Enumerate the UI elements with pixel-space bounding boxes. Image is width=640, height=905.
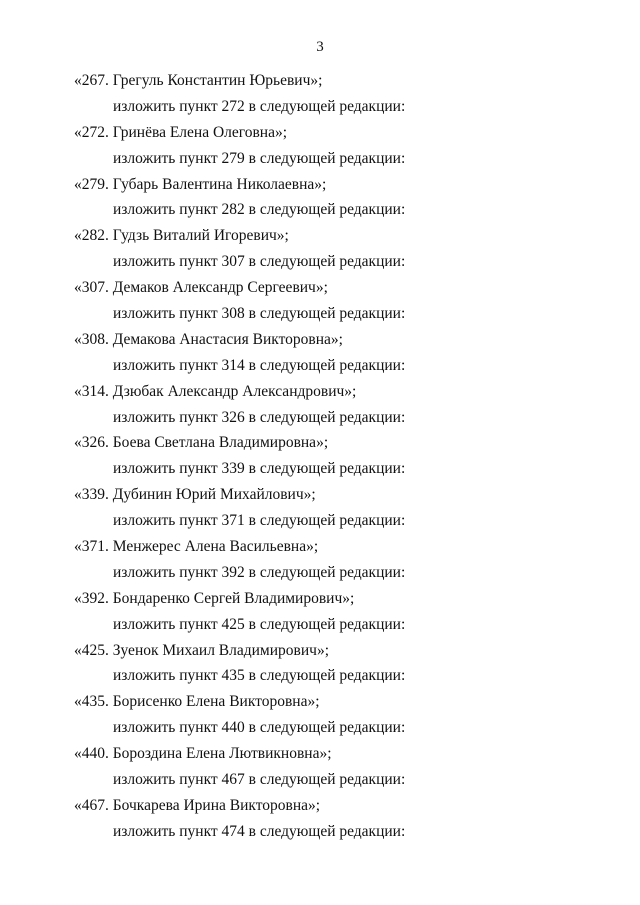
document-body xyxy=(0,72,640,849)
instruction-line: изложить пункт 308 в следующей редакции: xyxy=(113,305,406,323)
list-entry-line: «339. Дубинин Юрий Михайлович»; xyxy=(74,486,316,504)
list-entry-line: «392. Бондаренко Сергей Владимирович»; xyxy=(74,589,355,607)
instruction-line: изложить пункт 435 в следующей редакции: xyxy=(113,667,406,685)
instruction-line: изложить пункт 425 в следующей редакции: xyxy=(113,615,406,633)
list-entry-line: «326. Боева Светлана Владимировна»; xyxy=(74,434,329,452)
instruction-line: изложить пункт 307 в следующей редакции: xyxy=(113,253,406,271)
list-entry-line: «371. Менжерес Алена Васильевна»; xyxy=(74,538,319,556)
list-entry-line: «279. Губарь Валентина Николаевна»; xyxy=(74,175,327,193)
list-entry-line: «467. Бочкарева Ирина Викторовна»; xyxy=(74,796,321,814)
instruction-line: изложить пункт 474 в следующей редакции: xyxy=(113,822,406,840)
instruction-line: изложить пункт 272 в следующей редакции: xyxy=(113,97,406,115)
list-entry-line: «440. Бороздина Елена Лютвикновна»; xyxy=(74,745,332,763)
instruction-line: изложить пункт 339 в следующей редакции: xyxy=(113,460,406,478)
list-entry-line: «435. Борисенко Елена Викторовна»; xyxy=(74,693,320,711)
list-entry-line: «272. Гринёва Елена Олеговна»; xyxy=(74,123,288,141)
instruction-line: изложить пункт 392 в следующей редакции: xyxy=(113,563,406,581)
instruction-line: изложить пункт 371 в следующей редакции: xyxy=(113,512,406,530)
page-number: 3 xyxy=(316,39,324,55)
list-entry-line: «307. Демаков Александр Сергеевич»; xyxy=(74,279,328,297)
list-entry-line: «314. Дзюбак Александр Александрович»; xyxy=(74,382,357,400)
instruction-line: изложить пункт 282 в следующей редакции: xyxy=(113,201,406,219)
instruction-line: изложить пункт 279 в следующей редакции: xyxy=(113,149,406,167)
list-entry-line: «282. Гудзь Виталий Игоревич»; xyxy=(74,227,289,245)
instruction-line: изложить пункт 314 в следующей редакции: xyxy=(113,356,406,374)
instruction-line: изложить пункт 440 в следующей редакции: xyxy=(113,719,406,737)
instruction-line: изложить пункт 467 в следующей редакции: xyxy=(113,771,406,789)
list-entry-line: «267. Грегуль Константин Юрьевич»; xyxy=(74,72,323,89)
list-entry-line: «425. Зуенок Михаил Владимирович»; xyxy=(74,641,330,659)
instruction-line: изложить пункт 326 в следующей редакции: xyxy=(113,408,406,426)
list-entry-line: «308. Демакова Анастасия Викторовна»; xyxy=(74,330,343,348)
